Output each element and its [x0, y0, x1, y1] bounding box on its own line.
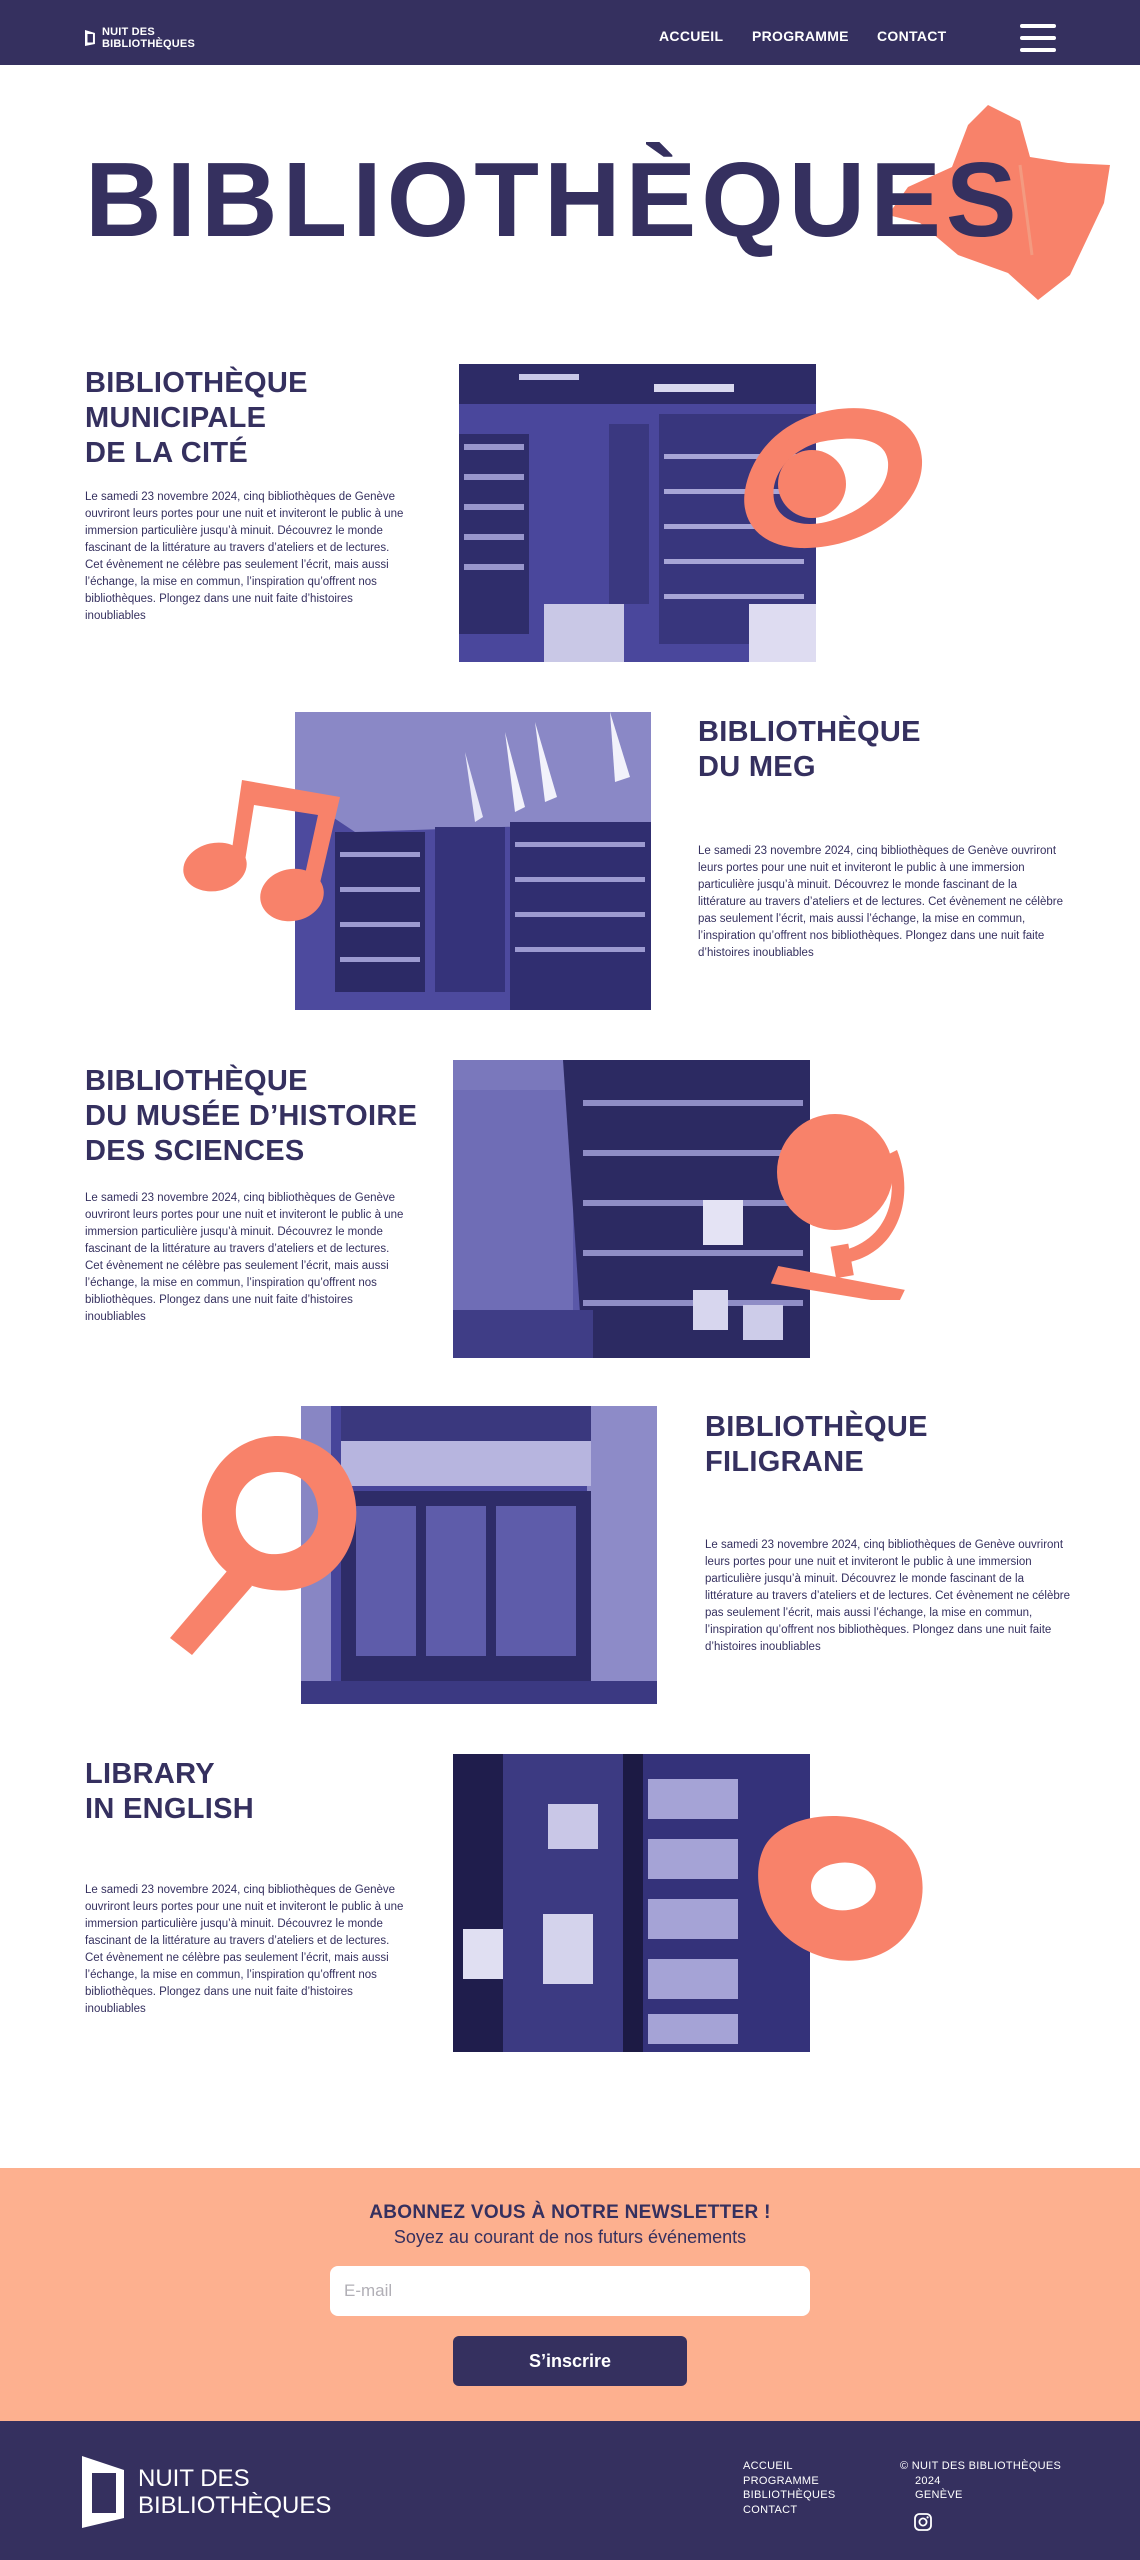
library-title-1 [85, 366, 308, 471]
music-note-icon [180, 775, 345, 925]
footer-copyright [900, 2459, 1061, 2503]
library-title-3-line-3: DES SCIENCES [85, 1135, 305, 1167]
footer-logo-line1: NUIT DES [138, 2465, 250, 2492]
library-title-4-line-2: FILIGRANE [705, 1446, 864, 1478]
header-logo-text [102, 26, 195, 50]
nav-accueil[interactable]: ACCUEIL [659, 28, 724, 44]
library-title-1-line-1: BIBLIOTHÈQUE [85, 367, 308, 399]
library-title-5-line-2: IN ENGLISH [85, 1793, 254, 1825]
library-title-1-line-2: MUNICIPALE [85, 402, 267, 434]
library-description-2: Le samedi 23 novembre 2024, cinq bibliothèques de Genève ouvriront leurs portes pour une nuit et inviteront le public à une immersion particulière jusqu’à minuit. Découvrez le monde fascinant de la littérature au travers d’ateliers et de lectures. Cet évènement ne célèbre pas seulement l’écrit, mais aussi l’échange, la mise en commun, l’inspiration qu’offrent nos bibliothèques. Plongez dans une nuit faite d’histoires inoubliables [698, 845, 1063, 959]
header-logo[interactable] [85, 22, 195, 54]
library-title-3-line-2: DU MUSÉE D’HISTOIRE [85, 1100, 418, 1132]
newsletter-subtitle: Soyez au courant de nos futurs événements [393, 2227, 747, 2247]
page-title: BIBLIOTHÈQUES [85, 141, 1022, 259]
library-description-5: Le samedi 23 novembre 2024, cinq bibliothèques de Genève ouvriront leurs portes pour une nuit et inviteront le public à une immersion particulière jusqu’à minuit. Découvrez le monde fascinant de la littérature au travers d’ateliers et de lectures. Cet évènement ne célèbre pas seulement l’écrit, mais aussi l’échange, la mise en commun, l’inspiration qu’offrent nos bibliothèques. Plongez dans une nuit faite d’histoires inoubliables [85, 1884, 404, 2015]
copyright-line-1: © NUIT DES BIBLIOTHÈQUES [900, 2460, 1062, 2472]
magnifying-glass-icon [170, 1430, 370, 1655]
footer-link-contact[interactable]: CONTACT [743, 2503, 798, 2516]
library-title-3 [85, 1064, 417, 1169]
nav-contact[interactable]: CONTACT [877, 28, 947, 44]
library-title-2-line-2: DU MEG [698, 751, 816, 783]
library-title-4-line-1: BIBLIOTHÈQUE [705, 1411, 928, 1443]
email-input[interactable] [330, 2266, 810, 2316]
library-title-3-line-1: BIBLIOTHÈQUE [85, 1065, 308, 1097]
footer-logo[interactable] [82, 2456, 331, 2528]
instagram-icon[interactable] [914, 2513, 932, 2531]
footer-logo-line2: BIBLIOTHÈQUES [138, 2492, 332, 2519]
library-title-2 [698, 715, 921, 785]
library-description-3: Le samedi 23 novembre 2024, cinq bibliothèques de Genève ouvriront leurs portes pour une nuit et inviteront le public à une immersion particulière jusqu’à minuit. Découvrez le monde fascinant de la littérature au travers d’ateliers et de lectures. Cet évènement ne célèbre pas seulement l’écrit, mais aussi l’échange, la mise en commun, l’inspiration qu’offrent nos bibliothèques. Plongez dans une nuit faite d’histoires inoubliables [85, 1192, 404, 1323]
site-header [0, 0, 1140, 65]
library-title-5-line-1: LIBRARY [85, 1758, 215, 1790]
footer-logo-text [138, 2465, 331, 2519]
header-logo-line1: NUIT DES [101, 26, 155, 38]
copyright-line-3: GENÈVE [915, 2489, 963, 2501]
site-footer [0, 2421, 1140, 2560]
footer-link-accueil[interactable]: ACCUEIL [743, 2460, 793, 2472]
newsletter-title: ABONNEZ VOUS À NOTRE NEWSLETTER ! [369, 2202, 771, 2223]
library-title-2-line-1: BIBLIOTHÈQUE [698, 716, 921, 748]
library-photo-2 [295, 712, 651, 1010]
newsletter-section [0, 2168, 1140, 2421]
subscribe-button[interactable]: S’inscrire [453, 2336, 687, 2386]
door-logo-icon [82, 2456, 126, 2528]
footer-link-programme[interactable]: PROGRAMME [743, 2474, 820, 2487]
copyright-line-2: 2024 [915, 2474, 941, 2487]
footer-link-bibliotheques[interactable]: BIBLIOTHÈQUES [743, 2489, 836, 2501]
library-description-1: Le samedi 23 novembre 2024, cinq bibliothèques de Genève ouvriront leurs portes pour une nuit et inviteront le public à une immersion particulière jusqu’à minuit. Découvrez le monde fascinant de la littérature au travers d’ateliers et de lectures. Cet évènement ne célèbre pas seulement l’écrit, mais aussi l’échange, la mise en commun, l’inspiration qu’offrent nos bibliothèques. Plongez dans une nuit faite d’histoires inoubliables [85, 491, 404, 622]
library-title-4 [705, 1410, 928, 1480]
hamburger-menu-icon[interactable] [1020, 24, 1056, 52]
library-title-5 [85, 1757, 254, 1827]
library-title-1-line-3: DE LA CITÉ [85, 437, 249, 469]
nav-programme[interactable]: PROGRAMME [752, 28, 849, 44]
globe-icon [765, 1100, 925, 1300]
door-logo-icon [85, 22, 96, 54]
library-description-4: Le samedi 23 novembre 2024, cinq bibliothèques de Genève ouvriront leurs portes pour une nuit et inviteront le public à une immersion particulière jusqu’à minuit. Découvrez le monde fascinant de la littérature au travers d’ateliers et de lectures. Cet évènement ne célèbre pas seulement l’écrit, mais aussi l’échange, la mise en commun, l’inspiration qu’offrent nos bibliothèques. Plongez dans une nuit faite d’histoires inoubliables [705, 1539, 1070, 1653]
eye-icon [740, 400, 925, 555]
ring-icon [757, 1812, 925, 1962]
footer-nav [743, 2459, 836, 2517]
library-photo-3 [453, 1060, 810, 1358]
header-logo-line2: BIBLIOTHÈQUES [101, 38, 195, 50]
